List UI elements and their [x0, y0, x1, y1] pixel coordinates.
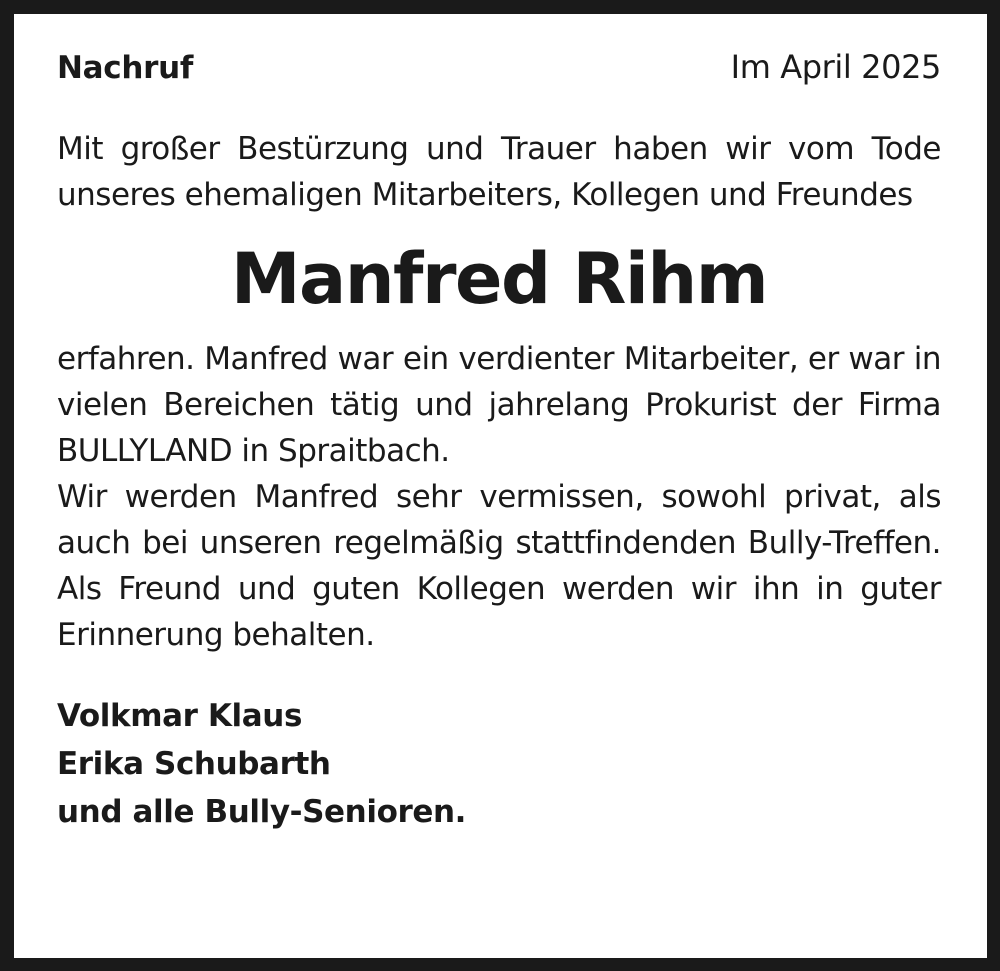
signature-block: [57, 692, 941, 836]
body-paragraph-1: erfahren. Manfred war ein verdienter Mitarbeiter, er war in vielen Bereichen tätig und jahrelang Prokurist der Firma BULLYLAND in Spraitbach.: [57, 341, 941, 469]
notice-header: [57, 48, 941, 100]
deceased-name: Manfred Rihm: [230, 238, 768, 320]
signature-line: Erika Schubarth: [57, 746, 331, 782]
intro-paragraph: Mit großer Bestürzung und Trauer haben wir vom Tode unseres ehemaligen Mitarbeiters, Kollegen und Freundes: [57, 131, 941, 213]
signature-line: und alle Bully-Senioren.: [57, 794, 467, 830]
signature-line: Volkmar Klaus: [57, 698, 303, 734]
notice-type-label: Nachruf: [57, 50, 194, 86]
obituary-notice: [57, 48, 941, 836]
notice-date: Im April 2025: [730, 48, 941, 86]
body-paragraph-2: Wir werden Manfred sehr vermissen, sowohl privat, als auch bei unseren regelmäßig stattfindenden Bully-Treffen. Als Freund und guten Kollegen werden wir ihn in guter Erinnerung behalten.: [57, 479, 941, 653]
